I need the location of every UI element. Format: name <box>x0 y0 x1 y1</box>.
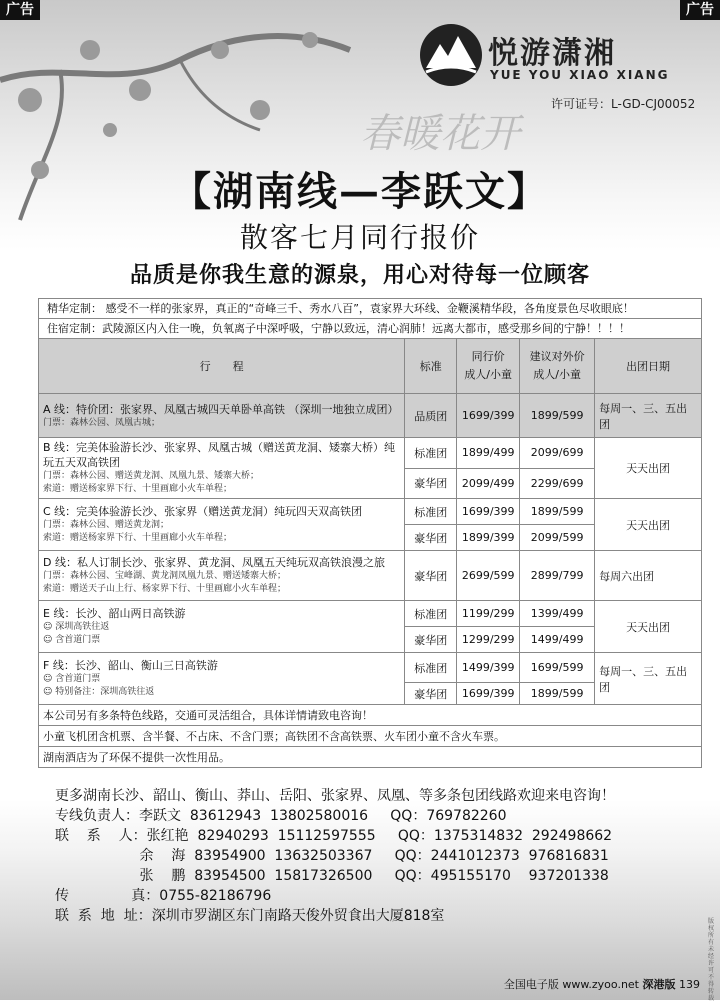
table-footnote-row <box>39 705 702 726</box>
departure-cell: 天天出团 <box>595 601 702 653</box>
retail-price-cell: 1899/599 <box>520 394 595 438</box>
route-note: 索道：赠送天子山上行、杨家界下行、十里画廊小火车单程； <box>43 584 287 594</box>
intro-box <box>38 298 702 339</box>
footnote: 本公司另有多条特色线路，交通可灵活组合，具体详情请致电咨询！ <box>39 705 702 726</box>
website-link[interactable]: www.zyoo.net <box>562 978 639 991</box>
peer-price-cell: 1899/399 <box>457 525 520 551</box>
slogan: 品质是你我生意的源泉，用心对待每一位顾客 <box>129 262 590 288</box>
route-note: ☺ 深圳高铁往返 <box>43 622 110 632</box>
contact-line: 余 海 83954900 13632503367 QQ：2441012373 976816831 <box>55 848 609 864</box>
spring-watermark: 春暖花开 <box>360 111 520 157</box>
brand-name: 悦游潇湘 <box>488 36 616 71</box>
license-number: 许可证号：L-GD-CJ00052 <box>551 97 696 111</box>
standard-cell: 豪华团 <box>405 551 457 601</box>
standard-cell: 标准团 <box>405 653 457 683</box>
peer-price-cell: 1499/399 <box>457 653 520 683</box>
peer-price-cell: 1699/399 <box>457 394 520 438</box>
table-footnote-row <box>39 726 702 747</box>
side-note: 版权所有 未经许可不得转载 <box>708 918 715 1002</box>
contact-line: 更多湖南长沙、韶山、衡山、莽山、岳阳、张家界、凤凰、等多条包团线路欢迎来电咨询！ <box>55 788 615 804</box>
route-note: 门票：森林公园、赠送黄龙洞； <box>43 520 170 530</box>
route-note: ☺ 含首道门票 <box>43 674 101 684</box>
ad-tag-left: 广告 <box>0 0 40 20</box>
retail-price-cell: 1899/599 <box>520 683 595 705</box>
retail-price-cell: 1899/599 <box>520 499 595 525</box>
peer-price-cell: 1199/299 <box>457 601 520 627</box>
edition-label: 全国电子版 <box>503 978 559 991</box>
table-row <box>39 601 702 627</box>
table-row <box>39 438 702 469</box>
route-name: E 线：长沙、韶山两日高铁游 <box>43 607 186 620</box>
main-title: 【湖南线—李跃文】 <box>171 168 549 215</box>
table-header-row <box>39 339 702 394</box>
standard-cell: 标准团 <box>405 499 457 525</box>
price-table <box>38 338 702 768</box>
standard-cell: 豪华团 <box>405 683 457 705</box>
route-note: 门票：森林公园、宝峰湖、黄龙洞凤凰九景、赠送矮寨大桥； <box>43 571 287 581</box>
departure-cell: 每周一、三、五出团 <box>595 653 702 705</box>
retail-price-cell: 2299/699 <box>520 468 595 499</box>
region-label: 深港版 <box>642 978 676 991</box>
contact-line: 张 鹏 83954500 15817326500 QQ：495155170 937201338 <box>55 868 609 884</box>
retail-price-cell: 1399/499 <box>520 601 595 627</box>
publication-footer <box>504 976 700 992</box>
peer-price-cell: 1299/299 <box>457 627 520 653</box>
table-row <box>39 499 702 525</box>
retail-price-cell: 2099/599 <box>520 525 595 551</box>
route-cell <box>39 394 405 438</box>
brand-romanized: YUE YOU XIAO XIANG <box>490 68 670 82</box>
route-note: 门票：森林公园、赠送黄龙洞、凤凰九景、矮寨大桥； <box>43 471 260 481</box>
route-cell <box>39 438 405 499</box>
standard-cell: 品质团 <box>405 394 457 438</box>
route-name: F 线：长沙、韶山、衡山三日高铁游 <box>43 659 218 672</box>
route-note: 索道：赠送杨家界下行、十里画廊小火车单程； <box>43 484 233 494</box>
peer-price-cell: 2099/499 <box>457 468 520 499</box>
route-name: C 线：完美体验游长沙、张家界（赠送黄龙洞）纯玩四天双高铁团 <box>43 505 363 518</box>
intro-line: 精华定制： 感受不一样的张家界，真正的“奇峰三千、秀水八百”，袁家界大环线、金鞭溪精华段，各角度景色尽收眼底！ <box>39 299 701 319</box>
retail-price-cell: 2099/699 <box>520 438 595 469</box>
route-cell <box>39 653 405 705</box>
peer-price-cell: 1899/499 <box>457 438 520 469</box>
contact-line: 联 系 地 址：深圳市罗湖区东门南路天俊外贸食出大厦818室 <box>55 908 445 924</box>
header-standard: 标准 <box>405 339 457 394</box>
header-retail-price: 建议对外价 成人/小童 <box>520 339 595 394</box>
contact-line: 联 系 人：张红艳 82940293 15112597555 QQ：1375314832 292498662 <box>55 828 613 844</box>
ad-tag-right: 广告 <box>680 0 720 20</box>
route-note: ☺ 含首道门票 <box>43 635 101 645</box>
intro-line: 住宿定制：武陵源区内入住一晚，负氧离子中深呼吸，宁静以致远，清心润肺！远离大都市，感受那乡间的宁静！！！！ <box>39 319 701 339</box>
route-name: D 线：私人订制长沙、张家界、黄龙洞、凤凰五天纯玩双高铁浪漫之旅 <box>43 556 385 569</box>
departure-cell: 天天出团 <box>595 499 702 551</box>
retail-price-cell: 2899/799 <box>520 551 595 601</box>
standard-cell: 豪华团 <box>405 525 457 551</box>
route-name: A 线：特价团：张家界、凤凰古城四天单卧单高铁 （深圳一地独立成团） <box>43 402 399 416</box>
brand-logo <box>418 22 680 88</box>
mountain-logo-icon <box>418 22 484 88</box>
departure-cell: 每周六出团 <box>595 551 702 601</box>
footnote: 小童飞机团含机票、含半餐、不占床、不含门票；高铁团不含高铁票、火车团小童不含火车票。 <box>39 726 702 747</box>
retail-price-cell: 1499/499 <box>520 627 595 653</box>
departure-cell: 天天出团 <box>595 438 702 499</box>
departure-cell: 每周一、三、五出团 <box>595 394 702 438</box>
peer-price-cell: 2699/599 <box>457 551 520 601</box>
standard-cell: 豪华团 <box>405 468 457 499</box>
standard-cell: 标准团 <box>405 438 457 469</box>
route-cell <box>39 601 405 653</box>
sub-title: 散客七月同行报价 <box>239 221 480 254</box>
table-row <box>39 394 702 438</box>
standard-cell: 标准团 <box>405 601 457 627</box>
peer-price-cell: 1699/399 <box>457 683 520 705</box>
contact-line: 专线负责人：李跃文 83612943 13802580016 QQ：769782260 <box>55 808 507 824</box>
retail-price-cell: 1699/599 <box>520 653 595 683</box>
table-row <box>39 653 702 683</box>
route-cell <box>39 551 405 601</box>
header-departure: 出团日期 <box>595 339 702 394</box>
standard-cell: 豪华团 <box>405 627 457 653</box>
route-note: ☺ 特别备注：深圳高铁往返 <box>43 687 155 697</box>
route-name: B 线：完美体验游长沙、张家界、凤凰古城（赠送黄龙洞、矮寨大桥）纯玩五天双高铁团 <box>43 441 396 469</box>
peer-price-cell: 1699/399 <box>457 499 520 525</box>
contact-line: 传 真：0755-82186796 <box>55 888 272 904</box>
header-route: 行 程 <box>39 339 405 394</box>
table-row <box>39 551 702 601</box>
route-note: 门票：森林公园、凤凰古城； <box>43 417 161 428</box>
header-peer-price: 同行价 成人/小童 <box>457 339 520 394</box>
page-number: 139 <box>679 978 700 991</box>
footnote: 湖南酒店为了环保不提供一次性用品。 <box>39 747 702 768</box>
route-note: 索道：赠送杨家界下行、十里画廊小火车单程； <box>43 533 233 543</box>
table-footnote-row <box>39 747 702 768</box>
route-cell <box>39 499 405 551</box>
contact-block <box>55 786 695 926</box>
